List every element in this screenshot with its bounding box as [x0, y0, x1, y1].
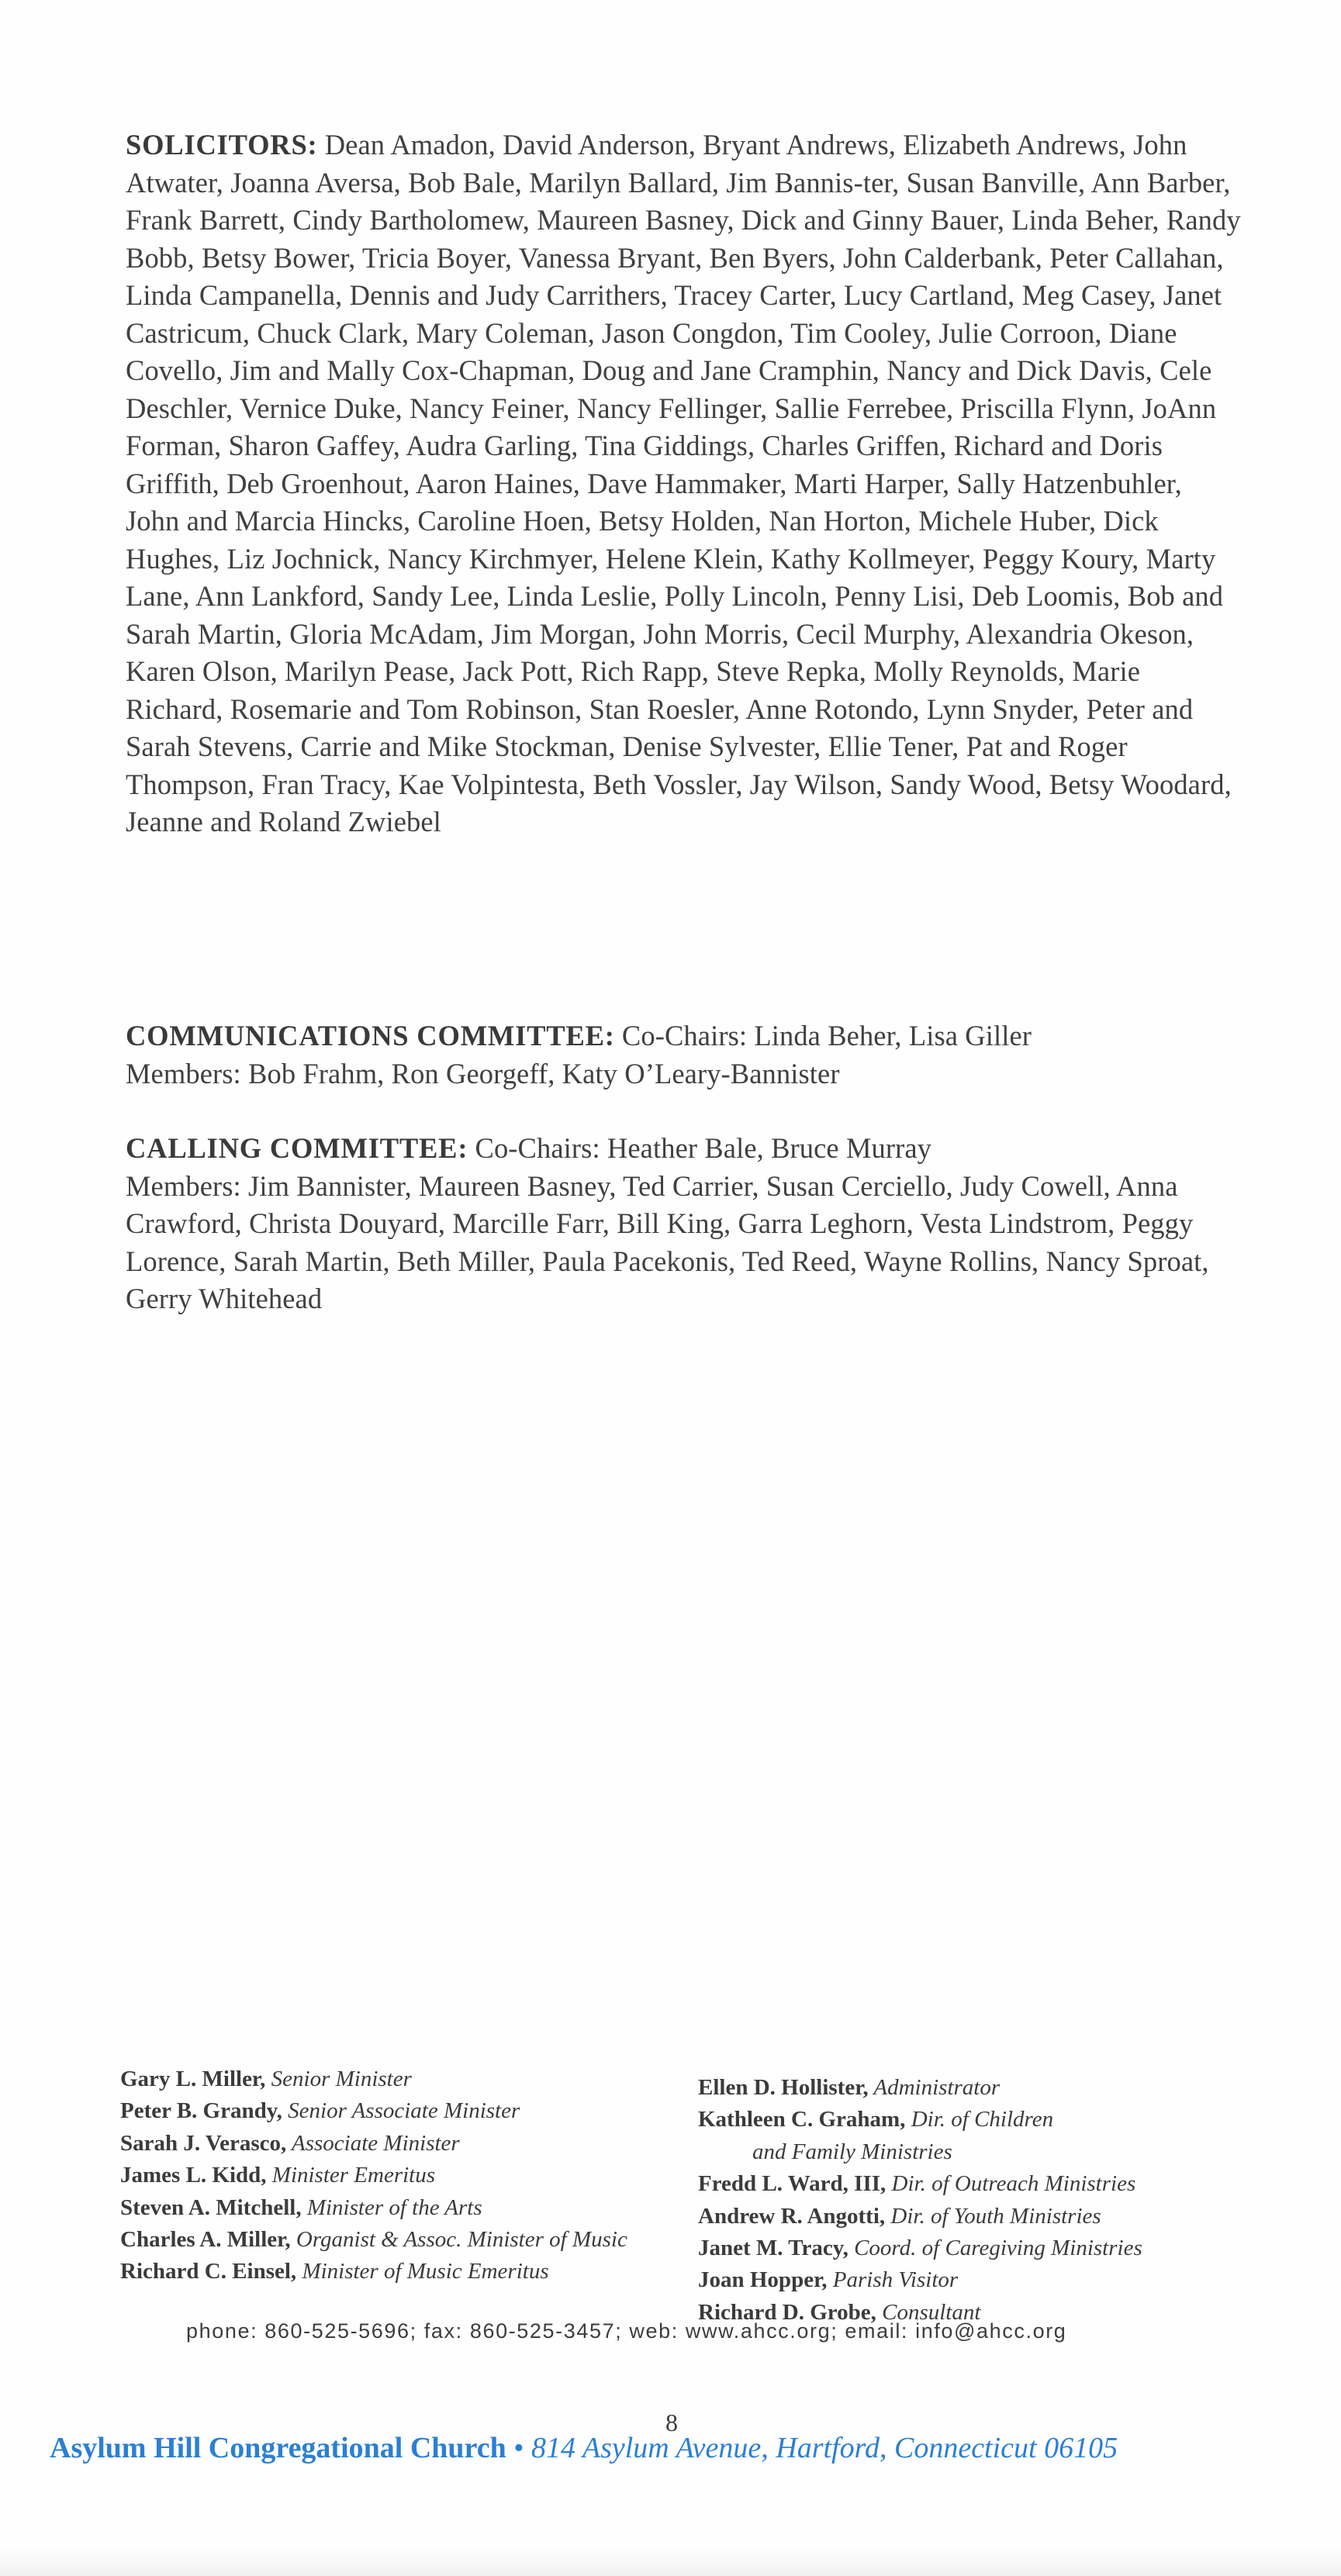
solicitors-names: Dean Amadon, David Anderson, Bryant Andrews, Elizabeth Andrews, John Atwater, Joanna Aversa, Bob Bale, Marilyn Ballard, Jim Bannis-ter, Susan Banville, Ann Barber, Frank Barrett, Cindy Bartholomew, Maureen Basney, Dick and Ginny Bauer, Linda Beher, Randy Bobb, Betsy Bower, Tricia Boyer, Vanessa Bryant, Ben Byers, John Calderbank, Peter Callahan, Linda Campanella, Dennis and Judy Carrithers, Tracey Carter, Lucy Cartland, Meg Casey, Janet Castricum, Chuck Clark, Mary Coleman, Jason Congdon, Tim Cooley, Julie Corroon, Diane Covello, Jim and Mally Cox-Chapman, Doug and Jane Cramphin, Nancy and Dick Davis, Cele Deschler, Vernice Duke, Nancy Feiner, Nancy Fellinger, Sallie Ferrebee, Priscilla Flynn, JoAnn Forman, Sharon Gaffey, Audra Garling, Tina Giddings, Charles Griffen, Richard and Doris Griffith, Deb Groenhout, Aaron Haines, Dave Hammaker, Marti Harper, Sally Hatzenbuhler, John and Marcia Hincks, Caroline Hoen, Betsy Holden, Nan Horton, Michele Huber, Dick Hughes, Liz Jochnick, Nancy Kirchmyer, Helene Klein, Kathy Kollmeyer, Peggy Koury, Marty Lane, Ann Lankford, Sandy Lee, Linda Leslie, Polly Lincoln, Penny Lisi, Deb Loomis, Bob and Sarah Martin, Gloria McAdam, Jim Morgan, John Morris, Cecil Murphy, Alexandria Okeson, Karen Olson, Marilyn Pease, Jack Pott, Rich Rapp, Steve Repka, Molly Reynolds, Marie Richard, Rosemarie and Tom Robinson, Stan Roesler, Anne Rotondo, Lynn Snyder, Peter and Sarah Stevens, Carrie and Mike Stockman, Denise Sylvester, Ellie Tener, Pat and Roger Thompson, Fran Tracy, Kae Volpintesta, Beth Vossler, Jay Wilson, Sandy Wood, Betsy Woodard, Jeanne and Roland Zwiebel	[126, 129, 1241, 837]
contact-info: phone: 860-525-5696; fax: 860-525-3457; web: www.ahcc.org; email: info@ahcc.org	[186, 2319, 1067, 2343]
calling-members: Members: Jim Bannister, Maureen Basney, Ted Carrier, Susan Cerciello, Judy Cowell, Anna Crawford, Christa Douyard, Marcille Farr, Bill King, Garra Leghorn, Vesta Lindstrom, Peggy Lorence, Sarah Martin, Beth Miller, Paula Pacekonis, Ted Reed, Wayne Rollins, Nancy Sproat, Gerry Whitehead	[126, 1169, 1209, 1314]
communications-heading: COMMUNICATIONS COMMITTEE:	[126, 1020, 615, 1051]
staff-name: Peter B. Grandy,	[120, 2098, 282, 2124]
staff-title: Parish Visitor	[827, 2267, 959, 2293]
staff-name: Gary L. Miller,	[120, 2067, 266, 2091]
staff-name: Fredd L. Ward, III,	[698, 2171, 887, 2197]
footer-bullet: •	[506, 2432, 532, 2464]
staff-title: Dir. of Children	[905, 2107, 1054, 2132]
page-number: 8	[665, 2409, 678, 2436]
communications-members: Members: Bob Frahm, Ron Georgeff, Katy O’Leary-Bannister	[126, 1057, 840, 1089]
staff-title: Dir. of Outreach Ministries	[886, 2171, 1136, 2197]
staff-title: Consultant	[876, 2299, 981, 2325]
staff-entry	[120, 2160, 663, 2191]
staff-entry	[698, 2104, 1256, 2136]
staff-entry	[120, 2256, 663, 2288]
staff-entry	[698, 2168, 1256, 2200]
church-name: Asylum Hill Congregational Church	[50, 2432, 506, 2464]
staff-name: Joan Hopper,	[698, 2267, 828, 2293]
scan-edge	[0, 2545, 1341, 2576]
solicitors-section	[126, 126, 1242, 841]
staff-title: Administrator	[868, 2075, 1001, 2100]
solicitors-heading: SOLICITORS:	[126, 129, 318, 161]
calling-committee-section	[126, 1130, 1242, 1318]
communications-committee-section	[126, 1017, 1242, 1093]
staff-title: Organist & Assoc. Minister of Music	[290, 2227, 627, 2253]
staff-entry	[120, 2192, 663, 2224]
staff-title: Senior Minister	[265, 2067, 412, 2091]
staff-title: Associate Minister	[286, 2130, 460, 2156]
staff-title-continued: and Family Ministries	[752, 2139, 952, 2164]
communications-cochairs: Co-Chairs: Linda Beher, Lisa Giller	[614, 1020, 1032, 1051]
staff-entry	[120, 2095, 663, 2127]
staff-name: Steven A. Mitchell,	[120, 2194, 302, 2220]
staff-entry	[120, 2063, 663, 2095]
staff-title: Minister of Music Emeritus	[296, 2259, 549, 2284]
staff-name: Janet M. Tracy,	[698, 2236, 848, 2261]
staff-name: Richard D. Grobe,	[698, 2299, 876, 2325]
church-address: 814 Asylum Avenue, Hartford, Connecticut 06105	[531, 2432, 1118, 2464]
staff-title: Minister Emeritus	[266, 2163, 436, 2188]
staff-name: Charles A. Miller,	[120, 2227, 291, 2253]
staff-title: Senior Associate Minister	[282, 2098, 520, 2124]
staff-name: Kathleen C. Graham,	[698, 2107, 906, 2132]
calling-cochairs: Co-Chairs: Heather Bale, Bruce Murray	[468, 1132, 932, 1164]
staff-entry	[698, 2072, 1256, 2104]
staff-entry	[698, 2201, 1256, 2232]
staff-entry	[120, 2128, 663, 2160]
staff-list-right	[698, 2072, 1256, 2329]
staff-entry	[698, 2232, 1256, 2264]
staff-title: Minister of the Arts	[301, 2194, 482, 2220]
church-footer	[50, 2431, 1291, 2465]
staff-name: Richard C. Einsel,	[120, 2259, 297, 2284]
staff-name: James L. Kidd,	[120, 2163, 267, 2188]
staff-name: Andrew R. Angotti,	[698, 2203, 886, 2229]
staff-name: Sarah J. Verasco,	[120, 2130, 287, 2156]
staff-list-left	[120, 2063, 663, 2288]
staff-name: Ellen D. Hollister,	[698, 2075, 869, 2100]
staff-title: Dir. of Youth Ministries	[885, 2203, 1101, 2229]
staff-entry	[120, 2224, 648, 2256]
calling-heading: CALLING COMMITTEE:	[126, 1132, 468, 1164]
staff-entry	[698, 2264, 1256, 2296]
staff-title: Coord. of Caregiving Ministries	[848, 2236, 1142, 2261]
